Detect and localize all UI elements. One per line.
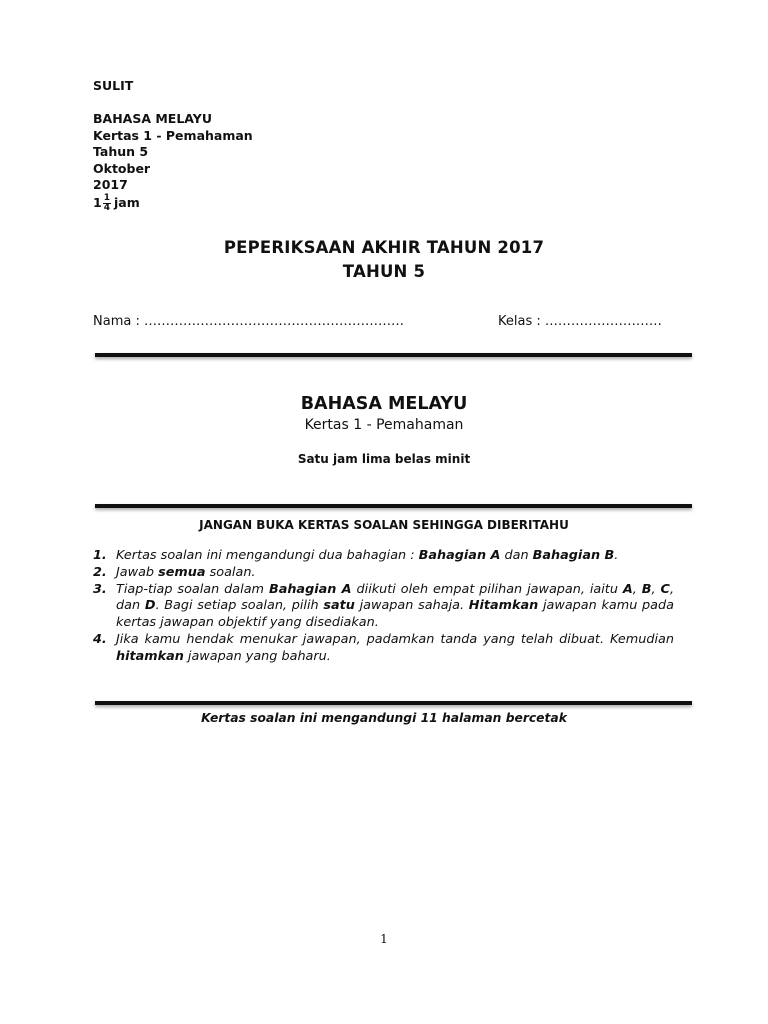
instruction-fragment: Tiap-tiap soalan dalam xyxy=(116,581,269,597)
header-details xyxy=(93,111,253,213)
header-duration xyxy=(93,194,253,213)
fraction-numerator: 1 xyxy=(103,192,110,203)
instruction-fragment: diikuti oleh empat pilihan jawapan, iaitu xyxy=(351,581,623,597)
instruction-item xyxy=(93,582,674,632)
student-fields xyxy=(93,314,683,329)
subject-title: BAHASA MELAYU xyxy=(300,394,468,414)
header-year: 2017 xyxy=(93,177,128,192)
divider-bottom xyxy=(95,701,692,705)
instruction-item xyxy=(93,632,674,666)
instruction-text xyxy=(116,565,674,582)
instruction-number: 4. xyxy=(93,631,107,647)
duration-fraction xyxy=(103,194,111,213)
divider-middle xyxy=(95,504,692,508)
instruction-fragment: Jawab xyxy=(116,564,159,580)
instruction-fragment: . xyxy=(614,548,619,563)
exam-title-block xyxy=(0,236,768,284)
duration-whole: 1 xyxy=(93,194,102,210)
instruction-fragment: , xyxy=(632,581,642,597)
instruction-number: 1. xyxy=(93,548,107,563)
name-field[interactable]: Nama : …………………………………………………… xyxy=(93,314,404,329)
header-year-level: Tahun 5 xyxy=(93,144,149,159)
instruction-fragment: dan xyxy=(500,548,533,563)
instruction-fragment: soalan. xyxy=(205,564,256,580)
instruction-fragment: jawapan kamu pada kertas jawapan objektif yang disediakan. xyxy=(116,598,674,631)
header-paper: Kertas 1 - Pemahaman xyxy=(93,127,253,143)
instruction-text xyxy=(116,582,674,632)
instruction-emphasis: A xyxy=(622,581,633,597)
duration-text: Satu jam lima belas minit xyxy=(297,452,471,466)
exam-title: PEPERIKSAAN AKHIR TAHUN 2017 xyxy=(223,238,545,257)
instruction-fragment: Kertas soalan ini mengandungi dua bahagian : xyxy=(116,548,419,563)
instruction-emphasis: satu xyxy=(323,598,355,614)
instruction-fragment: , xyxy=(651,581,661,597)
paper-title: Kertas 1 - Pemahaman xyxy=(304,417,464,433)
instruction-emphasis: C xyxy=(660,581,670,597)
class-field[interactable]: Kelas : ……………………… xyxy=(498,314,662,329)
instruction-emphasis: Bahagian A xyxy=(418,548,501,563)
instruction-emphasis: semua xyxy=(158,564,206,580)
instruction-number: 2. xyxy=(93,564,107,580)
pages-note: Kertas soalan ini mengandungi 11 halaman bercetak xyxy=(201,711,567,725)
instruction-fragment: jawapan sahaja. xyxy=(354,598,469,614)
instruction-emphasis: B xyxy=(641,581,652,597)
instruction-text xyxy=(116,548,674,565)
instruction-item xyxy=(93,565,674,582)
fraction-denominator: 4 xyxy=(103,202,110,213)
instruction-emphasis: Bahagian A xyxy=(268,581,352,597)
header-month: Oktober xyxy=(93,160,151,176)
instruction-emphasis: hitamkan xyxy=(116,648,184,664)
instruction-fragment: jawapan yang baharu. xyxy=(183,648,331,664)
instruction-fragment: Jika kamu hendak menukar jawapan, padamkan tanda yang telah dibuat. Kemudian xyxy=(116,631,674,647)
duration-unit: jam xyxy=(113,194,140,210)
header-subject: BAHASA MELAYU xyxy=(93,111,212,126)
header-block xyxy=(93,78,133,95)
classification-label: SULIT xyxy=(93,78,134,93)
instructions-list xyxy=(93,548,674,666)
exam-level: TAHUN 5 xyxy=(342,262,426,281)
instruction-emphasis: D xyxy=(144,598,156,614)
divider-top xyxy=(95,353,692,357)
warning-text: JANGAN BUKA KERTAS SOALAN SEHINGGA DIBERITAHU xyxy=(199,518,569,532)
instruction-emphasis: Hitamkan xyxy=(468,598,539,614)
instruction-fragment: , dan xyxy=(116,581,675,614)
instruction-number: 3. xyxy=(93,581,107,597)
instruction-emphasis: Bahagian B xyxy=(532,548,615,563)
instruction-item xyxy=(93,548,674,565)
instruction-text xyxy=(116,632,674,666)
instruction-fragment: . Bagi setiap soalan, pilih xyxy=(155,598,324,614)
page-number: 1 xyxy=(380,932,388,946)
